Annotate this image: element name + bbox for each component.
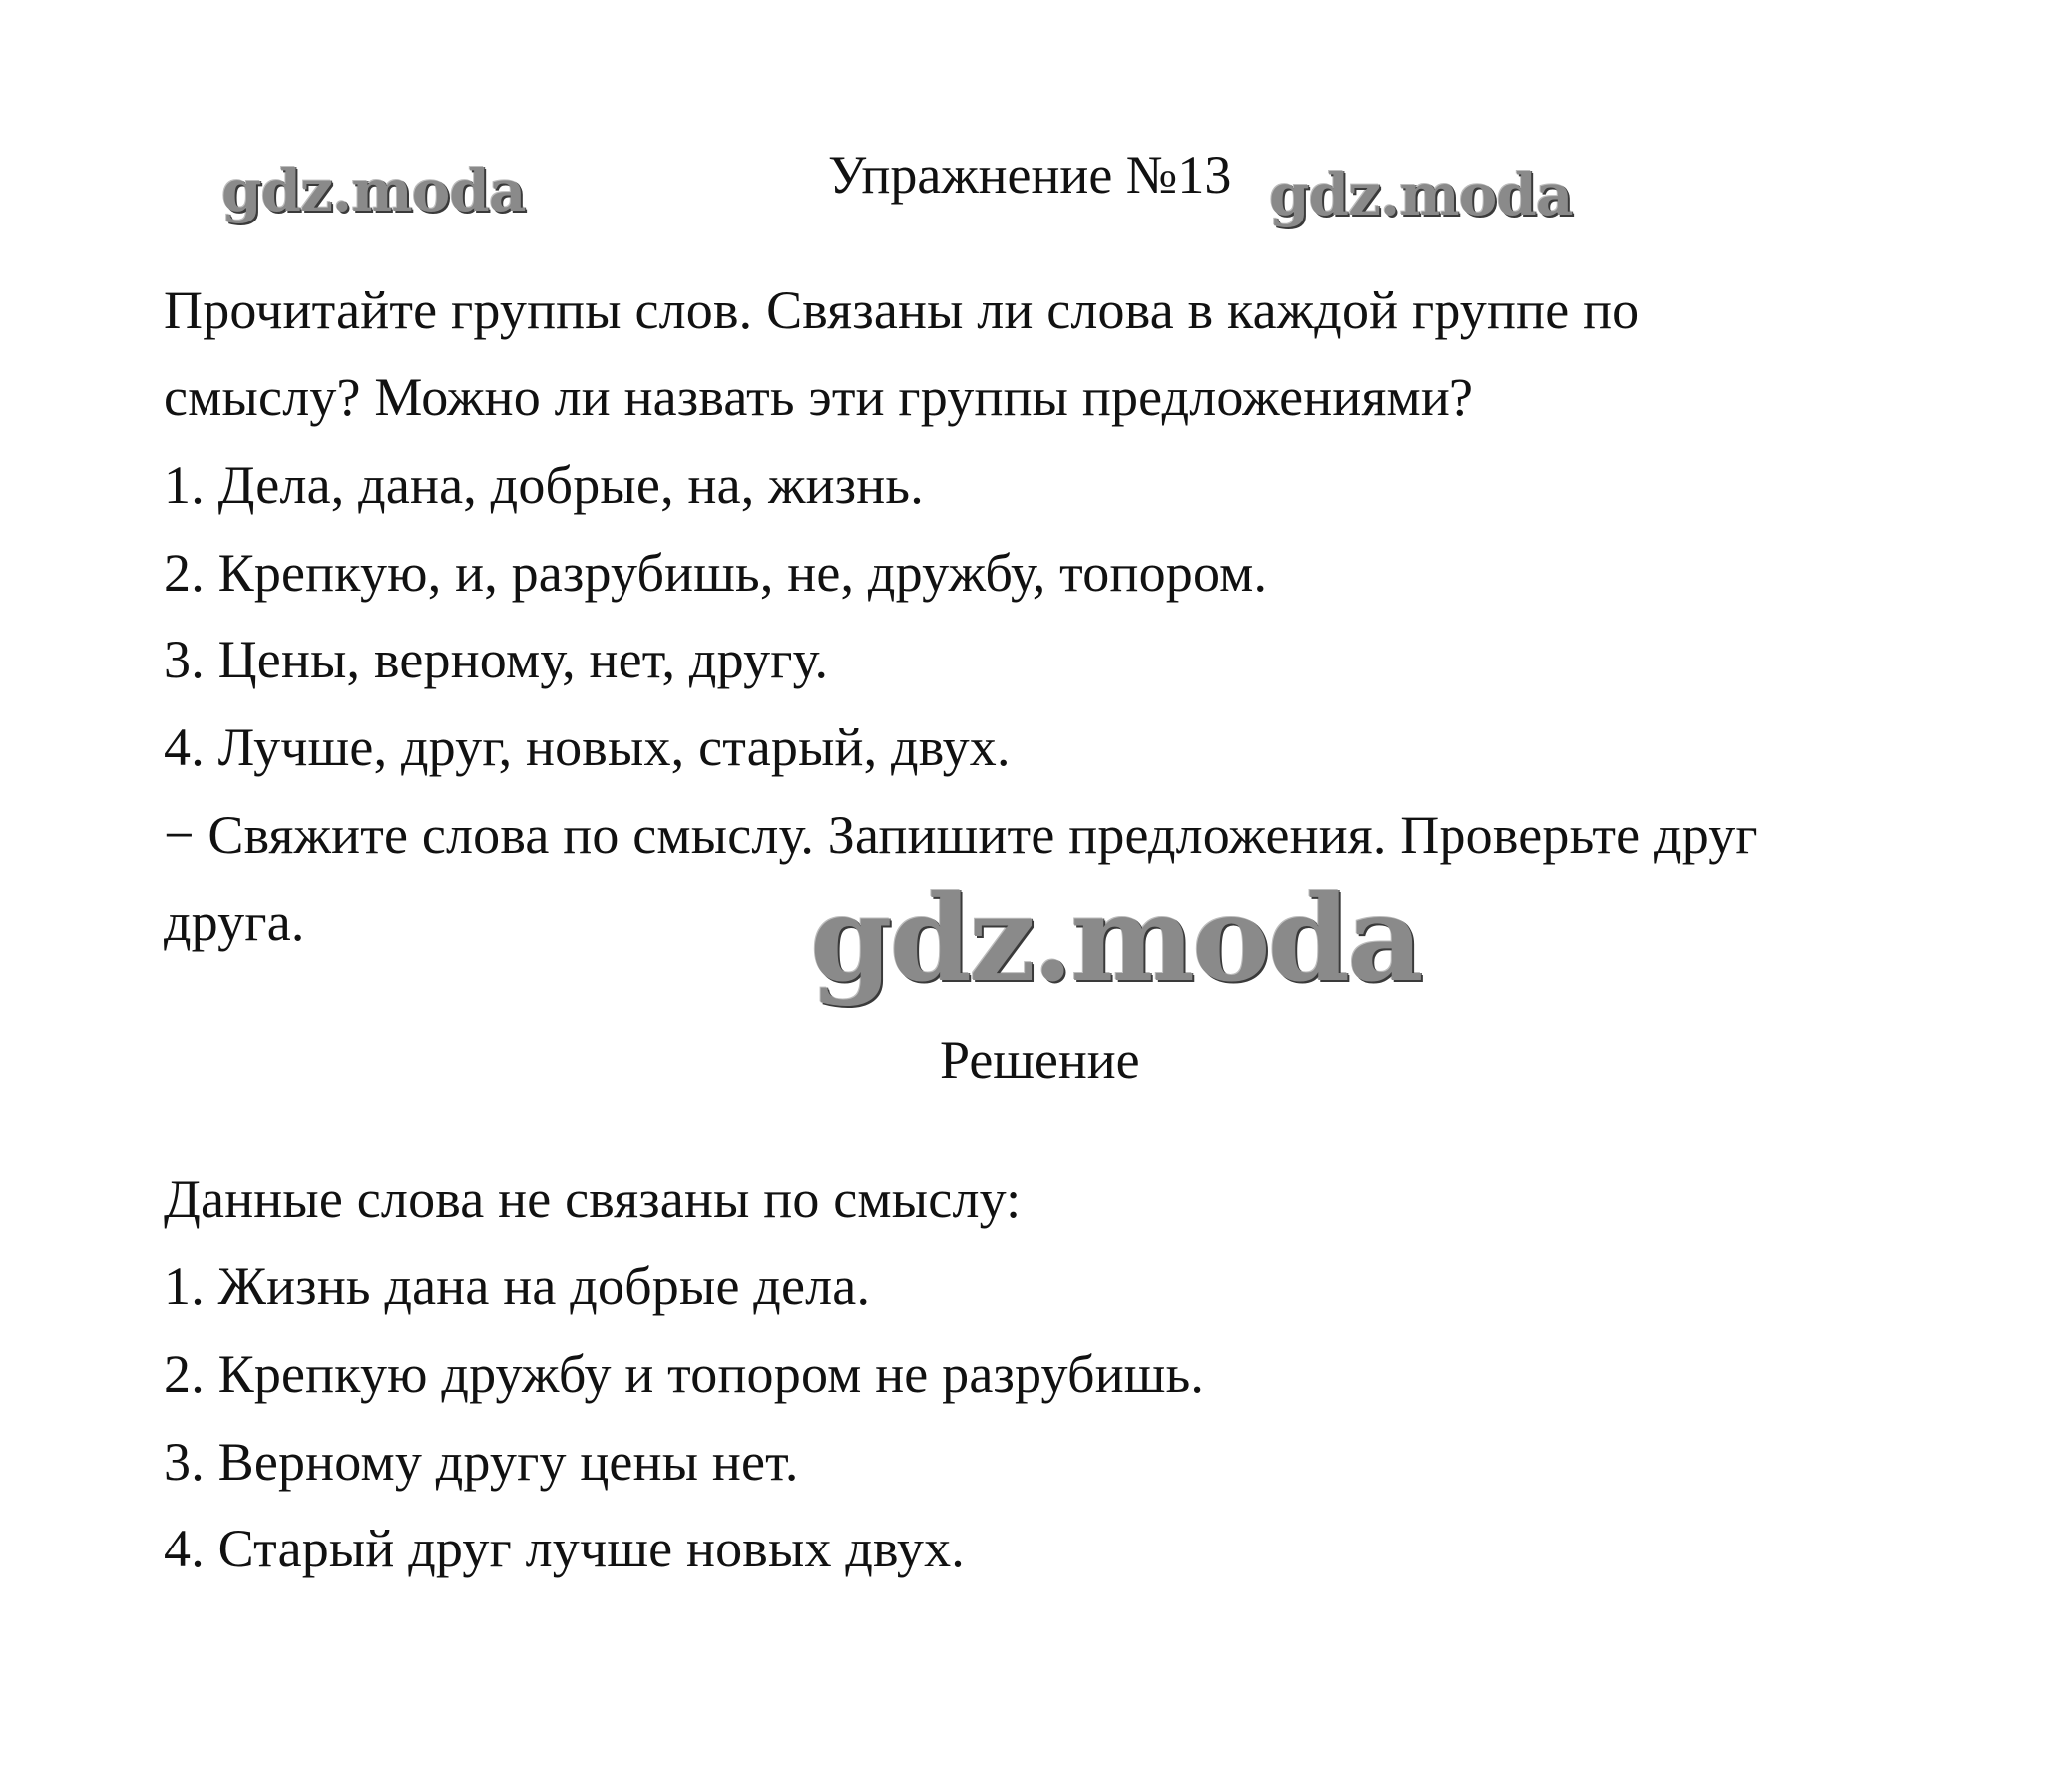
solution-line: 3. Верному другу цены нет. xyxy=(164,1432,799,1492)
task-line: 4. Лучше, друг, новых, старый, двух. xyxy=(164,717,1011,777)
solution-heading: Решение xyxy=(940,1030,1140,1090)
solution-line: 1. Жизнь дана на добрые дела. xyxy=(164,1256,871,1316)
task-line: 3. Цены, верному, нет, другу. xyxy=(164,630,829,689)
solution-line: 2. Крепкую дружбу и топором не разрубишь. xyxy=(164,1344,1205,1404)
task-line: 2. Крепкую, и, разрубишь, не, дружбу, топором. xyxy=(164,543,1268,603)
task-line: друга. xyxy=(164,892,305,952)
task-line: 1. Дела, дана, добрые, на, жизнь. xyxy=(164,455,924,515)
task-line: смыслу? Можно ли назвать эти группы предложениями? xyxy=(164,367,1474,427)
solution-line: 4. Старый друг лучше новых двух. xyxy=(164,1519,965,1578)
watermark-logo-right: gdz.moda xyxy=(1269,161,1573,228)
task-line: Прочитайте группы слов. Связаны ли слова в каждой группе по xyxy=(164,280,1640,340)
solution-line: Данные слова не связаны по смыслу: xyxy=(164,1169,1022,1229)
task-line: − Свяжите слова по смыслу. Запишите предложения. Проверьте друг xyxy=(164,805,1758,865)
watermark-logo-left: gdz.moda xyxy=(221,157,526,224)
exercise-title: Упражнение №13 xyxy=(828,145,1232,205)
watermark-logo-center: gdz.moda xyxy=(810,869,1421,1008)
